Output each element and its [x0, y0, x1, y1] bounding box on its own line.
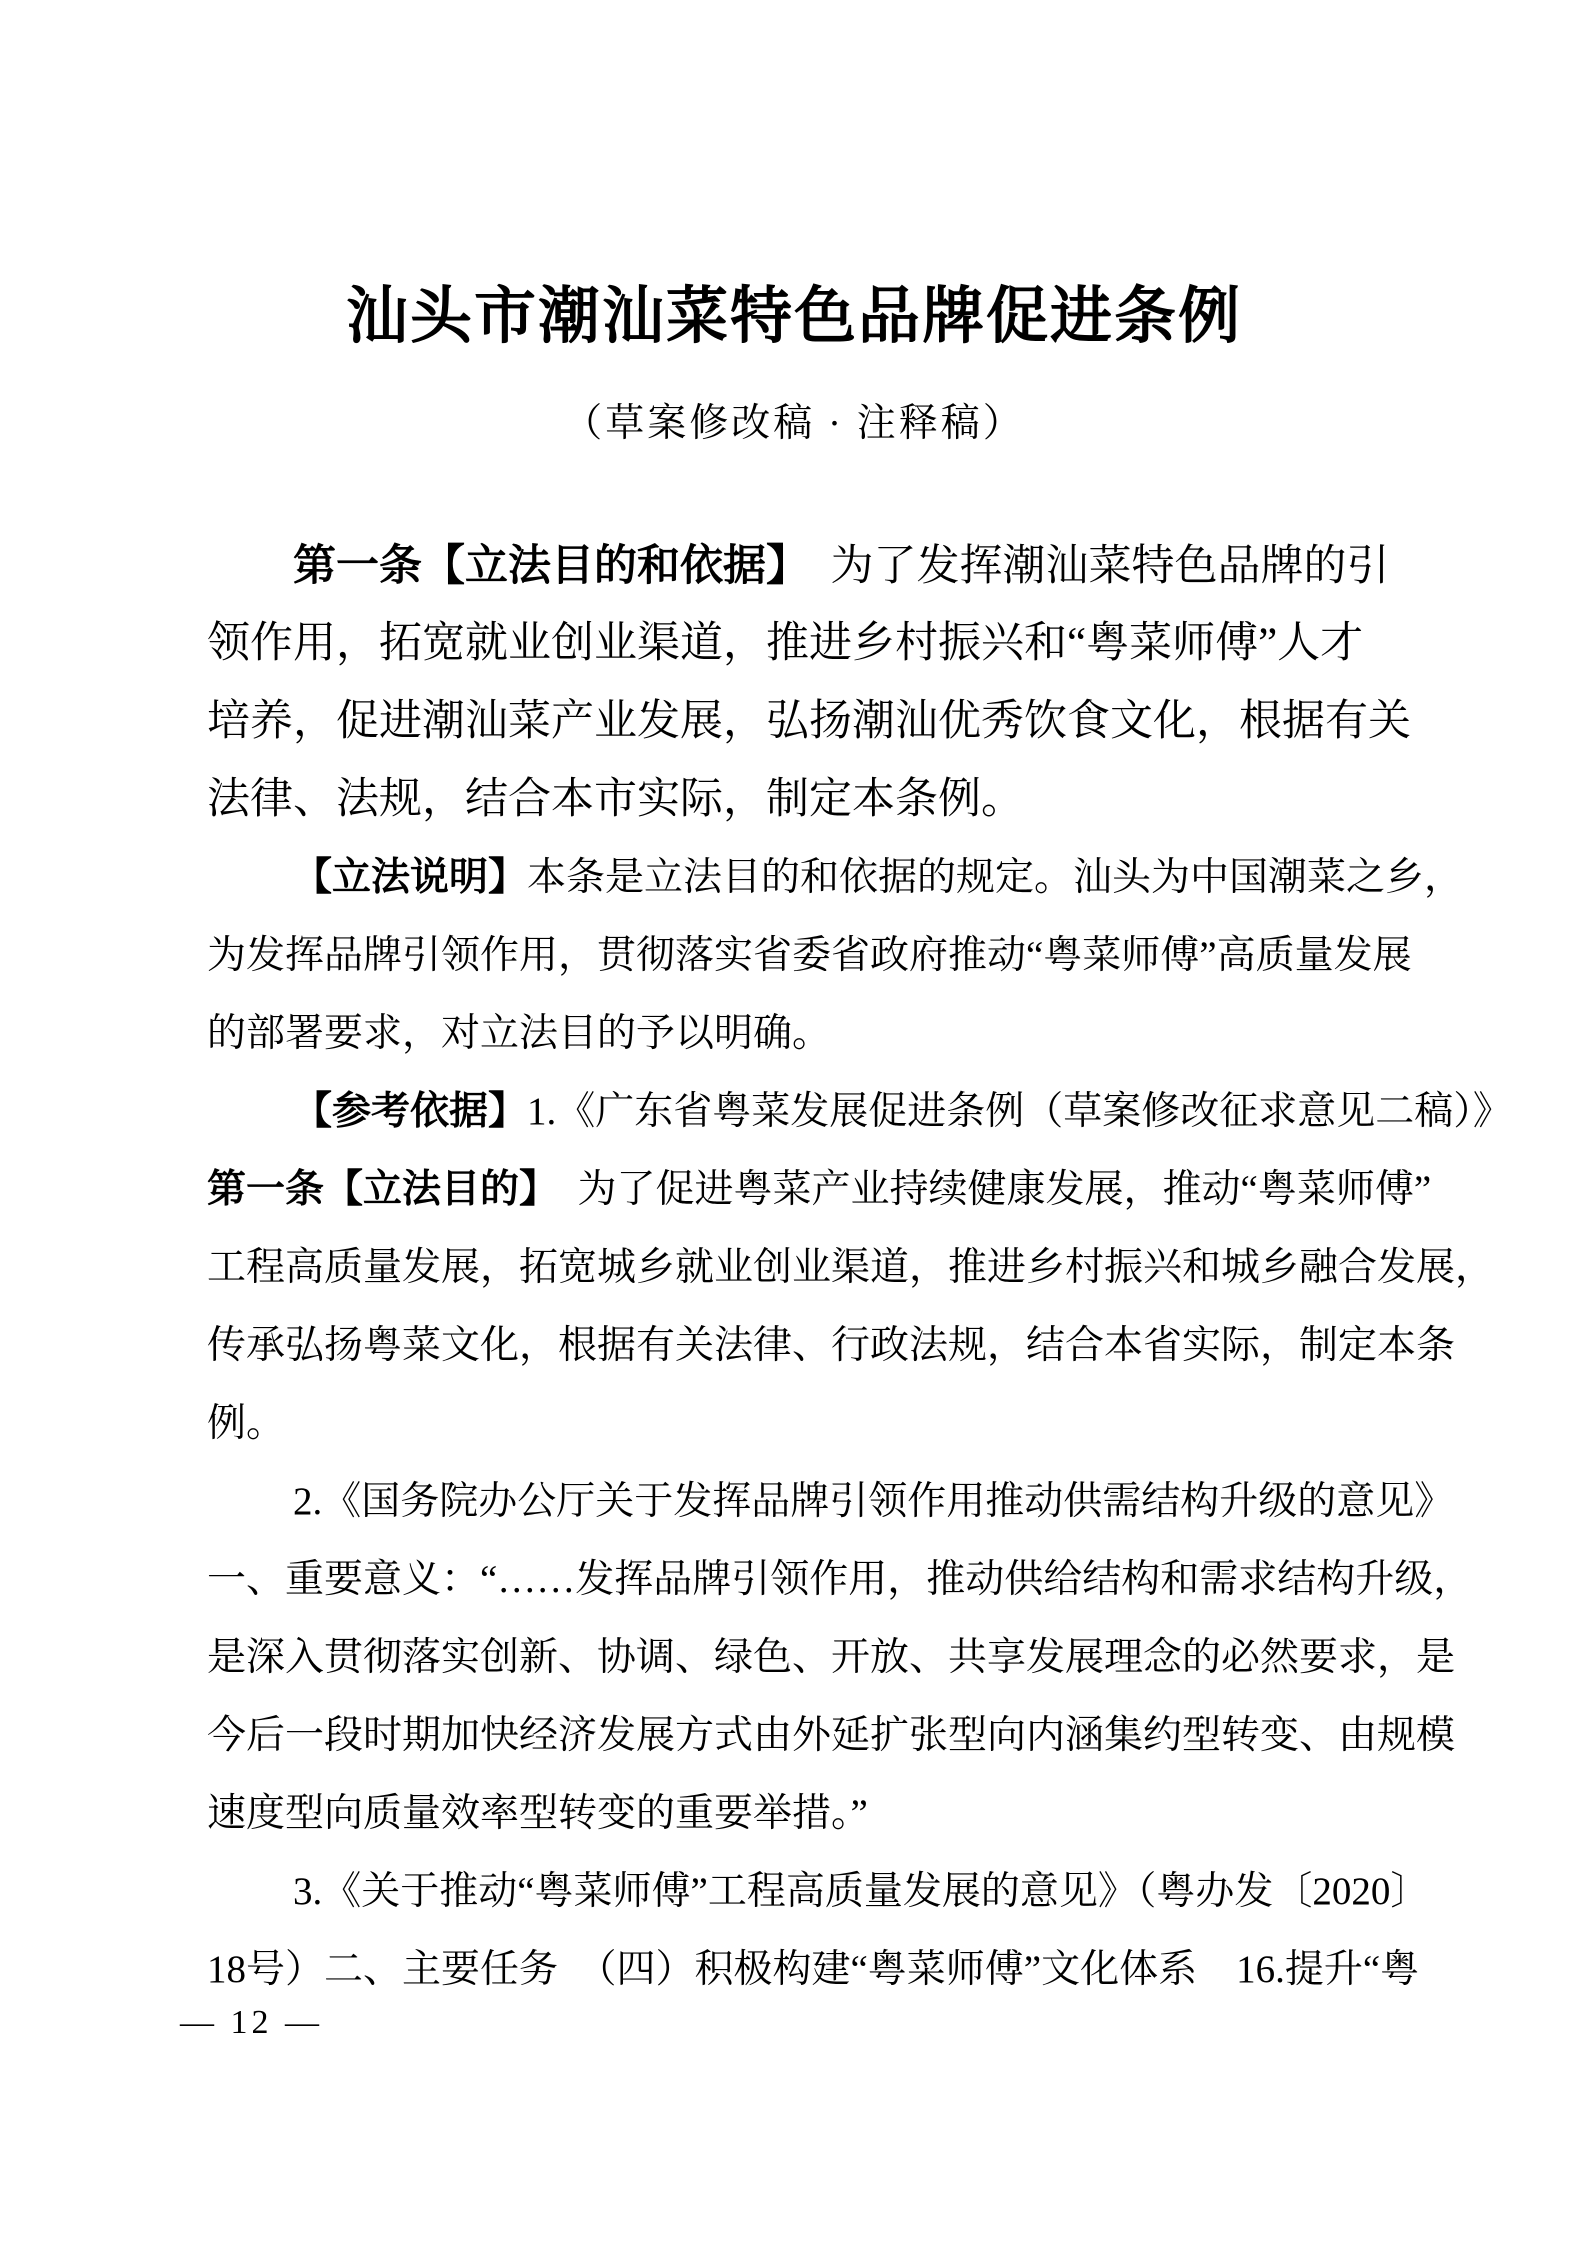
- text-segment: 今后一段时期加快经济发展方式由外延扩张型向内涵集约型转变、由规模: [207, 1714, 1456, 1757]
- document-body: [207, 527, 1512, 2009]
- text-segment: 1.《广东省粤菜发展促进条例（草案修改征求意见二稿）》: [527, 1090, 1512, 1133]
- body-line: [207, 1307, 1456, 1385]
- text-segment: 领作用，拓宽就业创业渠道，推进乡村振兴和“粤菜师傅”人才: [207, 620, 1364, 667]
- text-segment: 的部署要求，对立法目的予以明确。: [207, 1012, 832, 1055]
- body-line: [207, 1385, 1392, 1463]
- text-segment: 一、重要意义：“……发挥品牌引领作用，推动供给结构和需求结构升级，: [207, 1558, 1473, 1601]
- body-line: [207, 1853, 1430, 1931]
- body-line: [207, 1775, 1392, 1853]
- text-segment: 速度型向质量效率型转变的重要举措。”: [207, 1792, 868, 1835]
- text-segment: 法律、法规，结合本市实际，制定本条例。: [207, 776, 1024, 823]
- body-line: [207, 839, 1464, 917]
- body-line: [207, 1697, 1456, 1775]
- legislative-note-label: 【立法说明】: [293, 856, 528, 899]
- body-line: [207, 1619, 1456, 1697]
- text-segment: 是深入贯彻落实创新、协调、绿色、开放、共享发展理念的必然要求，是: [207, 1636, 1456, 1679]
- body-line: [207, 605, 1392, 683]
- text-segment: 18号）二、主要任务 （四）积极构建“粤菜师傅”文化体系 16.提升“粤: [207, 1948, 1420, 1991]
- article-heading-label: 第一条【立法目的和依据】: [293, 542, 788, 590]
- text-segment: 本条是立法目的和依据的规定。汕头为中国潮菜之乡，: [527, 856, 1464, 899]
- body-line: [207, 1463, 1454, 1541]
- body-line: [207, 917, 1412, 995]
- body-line: [207, 683, 1411, 761]
- body-line: [207, 527, 1392, 605]
- document-title: 汕头市潮汕菜特色品牌促进条例: [345, 283, 1242, 351]
- text-segment: 为了促进粤菜产业持续健康发展，推动“粤菜师傅”: [538, 1168, 1432, 1211]
- body-line: [207, 761, 1392, 839]
- text-segment: 例。: [207, 1402, 286, 1445]
- text-segment: 为发挥品牌引领作用，贯彻落实省委省政府推动“粤菜师傅”高质量发展: [207, 934, 1412, 977]
- text-segment: 为了发挥潮汕菜特色品牌的引: [787, 543, 1390, 590]
- text-segment: 3.《关于推动“粤菜师傅”工程高质量发展的意见》（粤办发〔2020〕: [293, 1870, 1430, 1913]
- body-line: [207, 1229, 1495, 1307]
- body-line: [207, 1073, 1512, 1151]
- text-segment: 2.《国务院办公厅关于发挥品牌引领作用推动供需结构升级的意见》: [293, 1480, 1454, 1523]
- article-heading-label: 第一条【立法目的】: [207, 1168, 539, 1211]
- page-number: — 12 —: [180, 2004, 323, 2041]
- text-segment: 培养，促进潮汕菜产业发展，弘扬潮汕优秀饮食文化，根据有关: [207, 698, 1411, 745]
- body-line: [207, 1151, 1432, 1229]
- text-segment: 传承弘扬粤菜文化，根据有关法律、行政法规，结合本省实际，制定本条: [207, 1324, 1456, 1367]
- reference-basis-label: 【参考依据】: [293, 1090, 528, 1133]
- body-line: [207, 1541, 1473, 1619]
- body-line: [207, 995, 1392, 1073]
- body-line: [207, 1931, 1420, 2009]
- document-subtitle: （草案修改稿 · 注释稿）: [563, 402, 1025, 445]
- text-segment: 工程高质量发展，拓宽城乡就业创业渠道，推进乡村振兴和城乡融合发展，: [207, 1246, 1495, 1289]
